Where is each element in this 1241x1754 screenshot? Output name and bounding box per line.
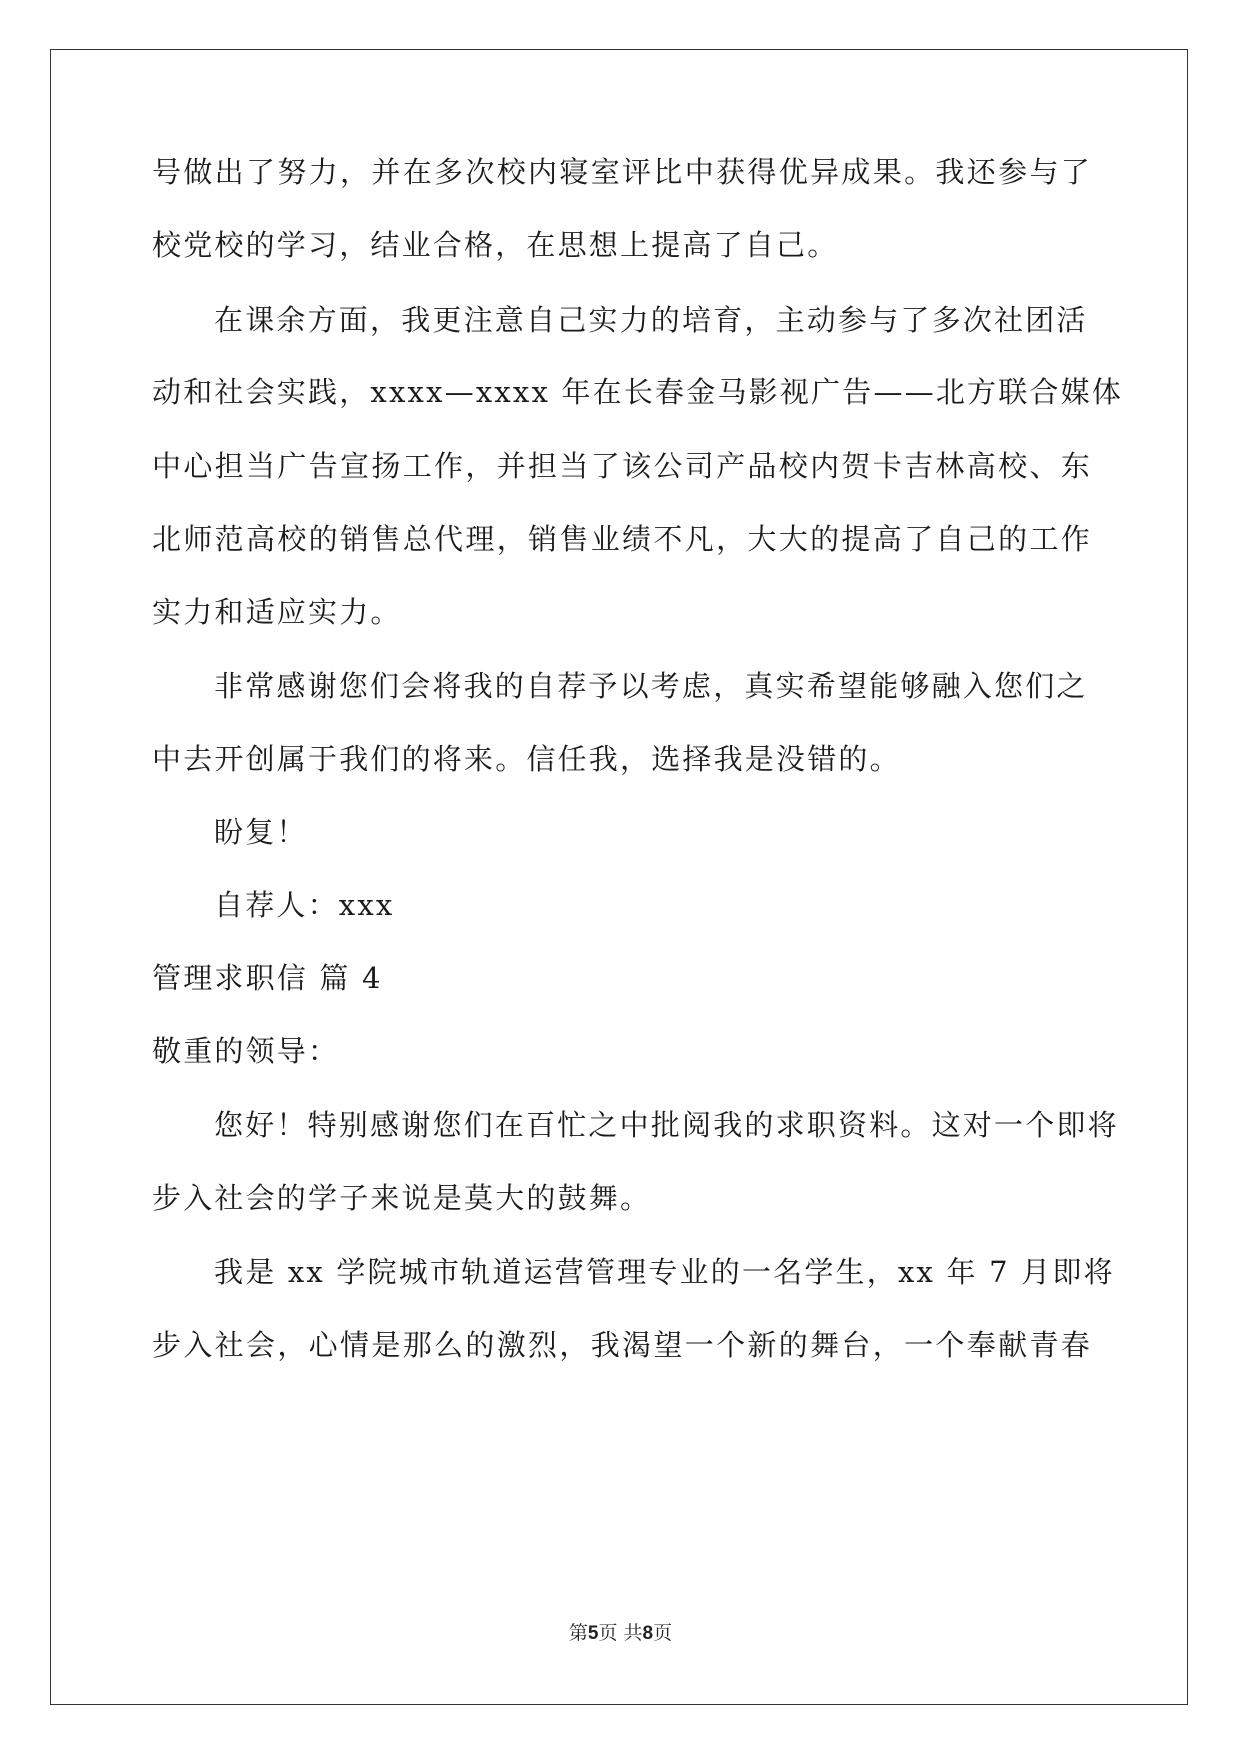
paragraph-line: 非常感谢您们会将我的自荐予以考虑，真实希望能够融入您们之 [214,669,1088,703]
page-total: 8 [642,1623,654,1644]
paragraph-line: 北师范高校的销售总代理，销售业绩不凡，大大的提高了自己的工作 [152,522,1092,556]
signature-line: 自荐人：xxx [214,888,395,922]
paragraph-line: 动和社会实践，xxxx—xxxx 年在长春金马影视广告——北方联合媒体 [152,375,1124,409]
paragraph-line: 中心担当广告宣扬工作，并担当了该公司产品校内贺卡吉林高校、东 [152,449,1092,483]
page-footer [0,1621,1241,1646]
page-current: 5 [587,1623,599,1644]
page-suffix: 页 [653,1622,673,1644]
paragraph-line: 我是 xx 学院城市轨道运营管理专业的一名学生，xx 年 7 月即将 [214,1255,1115,1289]
closing-line: 盼复！ [214,815,308,849]
paragraph-line: 号做出了努力，并在多次校内寝室评比中获得优异成果。我还参与了 [152,155,1092,189]
page-mid: 页 共 [598,1622,643,1644]
paragraph-line: 步入社会的学子来说是莫大的鼓舞。 [152,1181,652,1215]
paragraph-line: 步入社会，心情是那么的激烈，我渴望一个新的舞台，一个奉献青春 [152,1328,1092,1362]
salutation: 敬重的领导： [152,1034,340,1068]
section-heading: 管理求职信 篇 4 [152,961,383,995]
paragraph-line: 您好！特别感谢您们在百忙之中批阅我的求职资料。这对一个即将 [214,1108,1119,1142]
paragraph-line: 校党校的学习，结业合格，在思想上提高了自己。 [152,228,839,262]
page-prefix: 第 [568,1622,588,1644]
paragraph-line: 中去开创属于我们的将来。信任我，选择我是没错的。 [152,742,901,776]
paragraph-line: 实力和适应实力。 [152,595,402,629]
paragraph-line: 在课余方面，我更注意自己实力的培育，主动参与了多次社团活 [214,303,1088,337]
page-border [50,49,1188,1705]
